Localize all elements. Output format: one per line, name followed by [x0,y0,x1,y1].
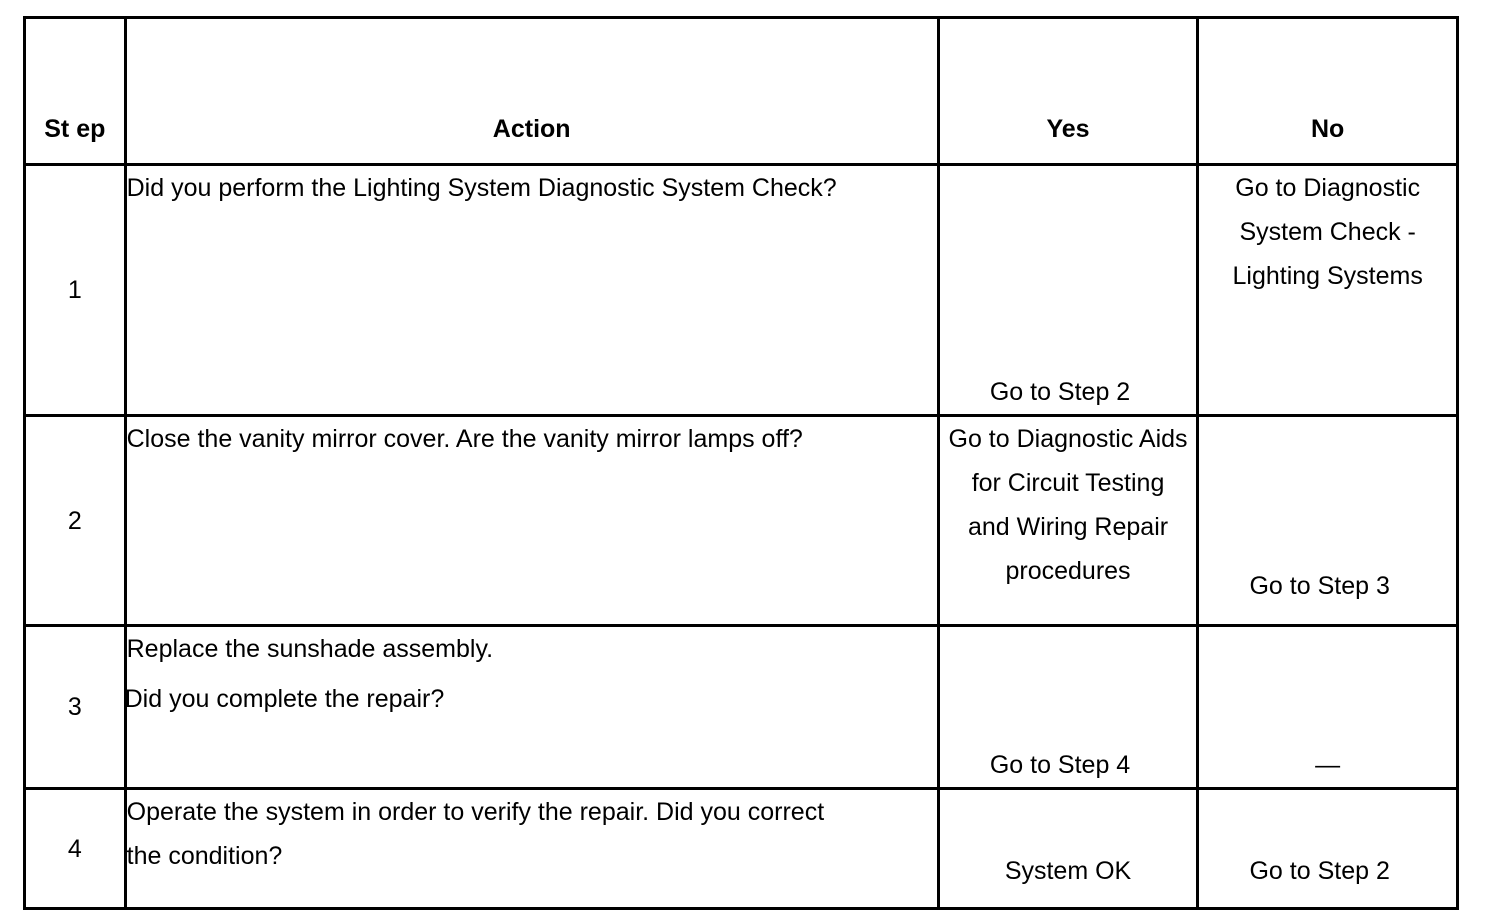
action-cell [125,416,938,626]
yes-cell: System OK [938,789,1198,909]
action-cell [125,626,938,789]
diagnostic-table [23,16,1459,910]
step-number: 1 [25,165,126,416]
step-number: 2 [25,416,126,626]
action-text: Operate the system in order to verify the repair. Did you correct the condition? [126,798,825,870]
header-yes: Yes [938,18,1198,165]
table-row [25,789,1458,909]
header-step: St ep [25,18,126,165]
action-cell [125,789,938,909]
step-number: 3 [25,626,126,789]
table-row [25,165,1458,416]
action-text-line2: Did you complete the repair? [124,685,445,713]
yes-cell: Go to Step 4 [938,626,1198,789]
table-row [25,416,1458,626]
action-cell [125,165,938,416]
header-action: Action [125,18,938,165]
yes-cell: Go to Diagnostic Aids for Circuit Testing and Wiring Repair procedures [938,416,1198,626]
action-text: Close the vanity mirror cover. Are the vanity mirror lamps off? [126,425,803,453]
no-cell: Go to Step 3 [1198,416,1458,626]
no-cell: Go to Step 2 [1198,789,1458,909]
action-text: Did you perform the Lighting System Diagnostic System Check? [126,174,837,202]
action-text: Replace the sunshade assembly. [126,635,494,663]
header-row [25,18,1458,165]
no-cell: Go to Diagnostic System Check - Lighting Systems [1198,165,1458,416]
table-row [25,626,1458,789]
step-number: 4 [25,789,126,909]
header-no: No [1198,18,1458,165]
yes-cell: Go to Step 2 [938,165,1198,416]
no-cell: — [1198,626,1458,789]
